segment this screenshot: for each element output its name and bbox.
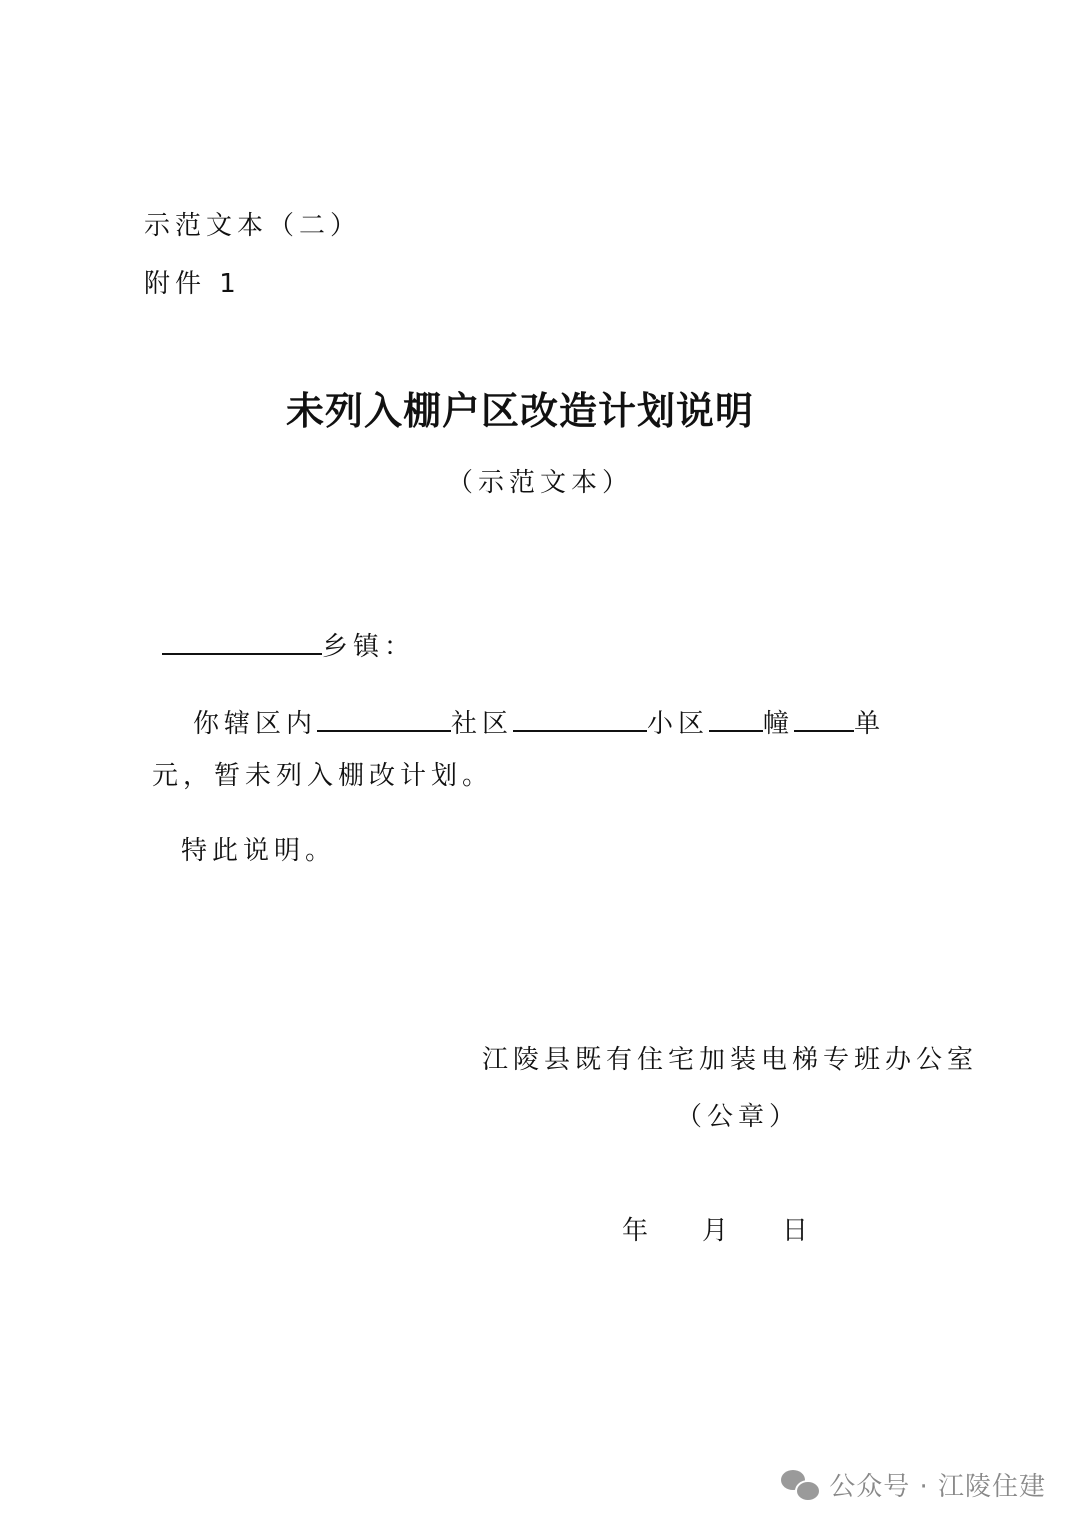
building-blank — [709, 704, 763, 732]
para1-community: 社区 — [451, 709, 514, 739]
para1-prefix: 你辖区内 — [193, 709, 318, 739]
attachment-label: 附件 1 — [144, 269, 241, 299]
paragraph-1-line-2: 元，暂未列入棚改计划。 — [152, 761, 494, 791]
date-line: 年 月 日 — [622, 1216, 823, 1246]
document-title: 未列入棚户区改造计划说明 — [285, 389, 754, 433]
seal-label: （公章） — [676, 1102, 801, 1132]
sample-label: 示范文本（二） — [144, 211, 362, 241]
unit-blank — [794, 704, 854, 732]
salutation-suffix: 乡镇： — [322, 632, 416, 662]
para1-estate: 小区 — [647, 709, 710, 739]
document-subtitle: （示范文本） — [446, 468, 633, 498]
estate-blank — [513, 704, 647, 732]
watermark — [781, 1466, 1046, 1503]
watermark-text: 公众号 · 江陵住建 — [829, 1472, 1046, 1502]
para1-building: 幢 — [763, 709, 795, 739]
wechat-icon — [781, 1470, 819, 1500]
community-blank — [317, 704, 451, 732]
paragraph-1-line-1 — [193, 703, 885, 740]
salutation-line — [162, 626, 415, 663]
township-blank — [162, 627, 322, 655]
para1-unit-start: 单 — [854, 709, 886, 739]
paragraph-2: 特此说明。 — [181, 836, 337, 866]
issuer-name: 江陵县既有住宅加装电梯专班办公室 — [482, 1045, 979, 1075]
